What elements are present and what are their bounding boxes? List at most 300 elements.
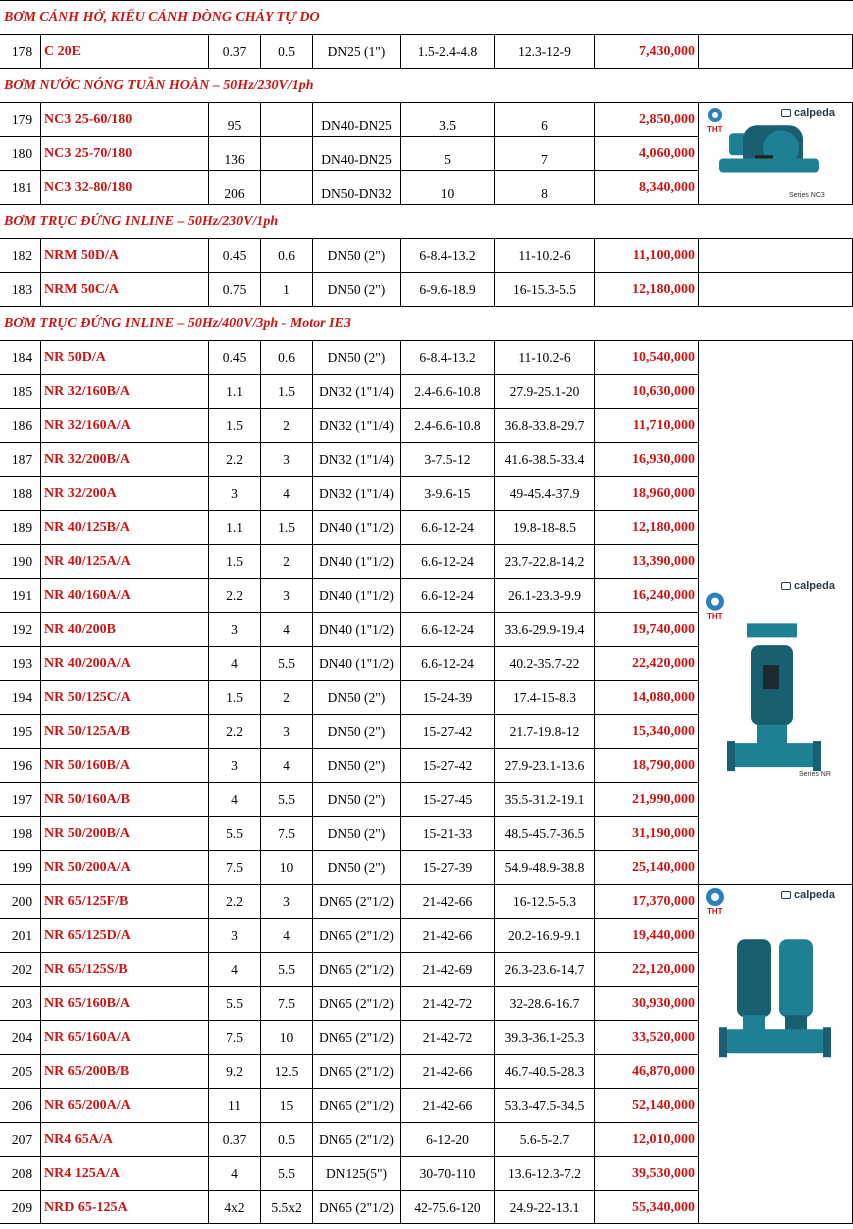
head-height: 12.3-12-9 [518,43,571,59]
head-height-cell [494,953,594,986]
power-kw-cell [208,681,260,714]
flow-rate: 6-8.4-13.2 [419,247,476,263]
row-number-cell [0,647,40,680]
model-name: NC3 25-70/180 [44,145,133,161]
power-hp-cell [260,341,312,374]
power-hp-cell [260,1055,312,1088]
table-bottom-border [0,1223,853,1224]
power-hp: 3 [283,893,290,909]
connection-size-cell [312,35,400,68]
row-number: 202 [11,961,33,977]
model-name-cell [40,885,208,918]
model-name: NR 32/200B/A [44,451,130,467]
model-name-cell [40,681,208,714]
price: 10,630,000 [632,383,695,399]
power-kw-cell [208,375,260,408]
price-cell [594,953,698,986]
connection-size: DN32 (1"1/4) [319,383,394,399]
connection-size-cell [312,749,400,782]
head-height: 46.7-40.5-28.3 [504,1063,585,1079]
price-cell [594,919,698,952]
connection-size: DN40 (1"1/2) [319,655,394,671]
power-kw-cell [208,545,260,578]
head-height-cell [494,1157,594,1190]
flow-rate-cell [400,443,494,476]
head-height-cell [494,681,594,714]
power-hp-cell [260,375,312,408]
flow-rate-cell [400,1157,494,1190]
power-hp: 5.5 [278,655,295,671]
power-hp-cell [260,477,312,510]
connection-size: DN40 (1"1/2) [319,621,394,637]
power-kw: 95 [227,118,242,133]
connection-size-cell [312,919,400,952]
connection-size: DN40-DN25 [321,118,392,133]
flow-rate-cell [400,1055,494,1088]
row-number-cell [0,749,40,782]
flow-rate-cell [400,35,494,68]
power-hp-cell [260,817,312,850]
section-header [0,204,853,238]
flow-rate: 21-42-69 [422,961,473,977]
flow-rate: 2.4-6.6-10.8 [414,417,481,433]
flow-rate-cell [400,137,494,170]
power-hp: 5.5x2 [271,1199,302,1215]
head-height: 32-28.6-16.7 [509,995,580,1011]
power-hp-cell [260,783,312,816]
row-number-cell [0,1157,40,1190]
row-number-cell [0,953,40,986]
row-number-cell [0,1089,40,1122]
power-hp-cell [260,1021,312,1054]
model-name: NR4 65A/A [44,1131,113,1147]
power-hp-cell [260,137,312,170]
power-kw-cell [208,749,260,782]
price-cell [594,511,698,544]
head-height: 11-10.2-6 [518,349,571,365]
row-number: 185 [11,383,33,399]
series-label: Series NR [799,771,831,779]
power-hp: 5.5 [278,791,295,807]
flow-rate: 15-21-33 [422,825,473,841]
flow-rate-cell [400,341,494,374]
head-height: 16-12.5-5.3 [513,893,576,909]
power-hp: 3 [283,723,290,739]
row-number-cell [0,987,40,1020]
row-number-cell [0,375,40,408]
price: 52,140,000 [632,1097,695,1113]
connection-size: DN50 (2") [327,791,386,807]
power-hp: 1.5 [278,383,295,399]
model-name: NR 32/160B/A [44,383,130,399]
model-name-cell [40,579,208,612]
price-cell [594,1055,698,1088]
row-number: 207 [11,1131,33,1147]
flow-rate: 6.6-12-24 [421,519,474,535]
model-name: NRD 65-125A [44,1199,128,1215]
head-height-cell [494,375,594,408]
price-cell [594,987,698,1020]
model-name-cell [40,477,208,510]
head-height: 26.3-23.6-14.7 [504,961,585,977]
power-kw: 4 [231,655,238,671]
tht-logo: THT [707,907,723,916]
model-name-cell [40,749,208,782]
connection-size: DN65 (2"1/2) [319,1097,394,1113]
model-name-cell [40,1055,208,1088]
row-number: 188 [11,485,33,501]
model-name: NR 65/125S/B [44,961,128,977]
model-name-cell [40,103,208,136]
price: 16,240,000 [632,587,695,603]
head-height-cell [494,1123,594,1156]
power-kw: 3 [231,927,238,943]
model-name-cell [40,137,208,170]
table-row [0,34,853,68]
connection-size: DN50 (2") [327,689,386,705]
power-hp: 2 [283,689,290,705]
power-kw: 3 [231,757,238,773]
power-hp: 3 [283,587,290,603]
power-hp: 7.5 [278,995,295,1011]
model-name: NR 65/160B/A [44,995,130,1011]
price-cell [594,1021,698,1054]
power-kw: 0.37 [222,1131,247,1147]
price: 33,520,000 [632,1029,695,1045]
price: 12,180,000 [632,519,695,535]
connection-size: DN50 (2") [327,859,386,875]
section-title: BƠM TRỤC ĐỨNG INLINE – 50Hz/400V/3ph - Motor IE3 [4,315,351,331]
head-height: 7 [541,152,548,167]
connection-size-cell [312,273,400,306]
power-hp: 2 [283,553,290,569]
row-number: 200 [11,893,33,909]
flow-rate-cell [400,103,494,136]
head-height-cell [494,851,594,884]
row-number-cell [0,851,40,884]
row-number-cell [0,511,40,544]
flow-rate-cell [400,681,494,714]
row-number: 189 [11,519,33,535]
price-cell [594,1191,698,1224]
model-name-cell [40,409,208,442]
connection-size-cell [312,239,400,272]
head-height: 27.9-25.1-20 [509,383,580,399]
head-height: 6 [541,118,548,133]
flow-rate: 2.4-6.6-10.8 [414,383,481,399]
connection-size-cell [312,443,400,476]
row-number: 204 [11,1029,33,1045]
price: 18,960,000 [632,485,695,501]
connection-size: DN50 (2") [327,349,386,365]
flow-rate: 21-42-66 [422,1063,473,1079]
connection-size: DN50 (2") [327,825,386,841]
model-name-cell [40,953,208,986]
connection-size: DN65 (2"1/2) [319,927,394,943]
row-number: 195 [11,723,33,739]
row-number-cell [0,1123,40,1156]
price-cell [594,885,698,918]
flow-rate: 15-27-42 [422,723,473,739]
power-hp-cell [260,1157,312,1190]
flow-rate: 30-70-110 [419,1165,476,1181]
power-hp-cell [260,715,312,748]
power-kw-cell [208,1089,260,1122]
model-name-cell [40,511,208,544]
power-kw: 9.2 [226,1063,243,1079]
head-height: 35.5-31.2-19.1 [504,791,585,807]
power-kw-cell [208,103,260,136]
flow-rate: 3-7.5-12 [424,451,471,467]
price-cell [594,817,698,850]
model-name: NR4 125A/A [44,1165,120,1181]
flow-rate: 21-42-72 [422,995,473,1011]
price-cell [594,375,698,408]
head-height: 17.4-15-8.3 [513,689,576,705]
price: 31,190,000 [632,825,695,841]
flow-rate-cell [400,953,494,986]
calpeda-logo-icon [781,891,791,899]
model-name-cell [40,273,208,306]
power-hp-cell [260,35,312,68]
section-header [0,306,853,340]
power-hp: 4 [283,485,290,501]
power-hp-cell [260,579,312,612]
flow-rate: 15-27-39 [422,859,473,875]
row-number: 183 [11,281,33,297]
row-number-cell [0,137,40,170]
connection-size: DN25 (1") [327,43,386,59]
head-height-cell [494,443,594,476]
row-number-cell [0,613,40,646]
price-cell [594,783,698,816]
power-kw-cell [208,647,260,680]
price-cell [594,341,698,374]
calpeda-logo [781,889,835,901]
product-image [699,341,852,884]
row-number-cell [0,545,40,578]
flow-rate: 15-27-42 [422,757,473,773]
head-height-cell [494,987,594,1020]
price-cell [594,171,698,204]
head-height: 27.9-23.1-13.6 [504,757,585,773]
power-kw: 0.75 [222,281,247,297]
model-name-cell [40,171,208,204]
connection-size: DN65 (2"1/2) [319,961,394,977]
flow-rate: 1.5-2.4-4.8 [417,43,478,59]
head-height-cell [494,817,594,850]
calpeda-logo-icon [781,582,791,590]
power-hp-cell [260,1089,312,1122]
connection-size: DN50-DN32 [321,186,392,201]
model-name-cell [40,1021,208,1054]
power-kw-cell [208,953,260,986]
head-height-cell [494,1021,594,1054]
model-name: NR 50/125C/A [44,689,131,705]
price: 18,790,000 [632,757,695,773]
row-number: 208 [11,1165,33,1181]
flow-rate: 15-27-45 [422,791,473,807]
row-number: 199 [11,859,33,875]
price: 21,990,000 [632,791,695,807]
row-number-cell [0,171,40,204]
head-height: 8 [541,186,548,201]
head-height: 21.7-19.8-12 [509,723,580,739]
power-kw-cell [208,715,260,748]
row-number: 197 [11,791,33,807]
model-name: NC3 32-80/180 [44,179,133,195]
flow-rate-cell [400,919,494,952]
model-name-cell [40,613,208,646]
connection-size-cell [312,171,400,204]
power-kw-cell [208,851,260,884]
model-name-cell [40,1089,208,1122]
power-kw: 4 [231,791,238,807]
row-number: 201 [11,927,33,943]
head-height-cell [494,1191,594,1224]
row-number: 186 [11,417,33,433]
model-name: NR 40/160A/A [44,587,131,603]
power-kw-cell [208,137,260,170]
model-name-cell [40,1157,208,1190]
power-hp-cell [260,851,312,884]
flow-rate-cell [400,851,494,884]
power-hp-cell [260,103,312,136]
power-kw-cell [208,579,260,612]
head-height-cell [494,647,594,680]
head-height: 53.3-47.5-34.5 [504,1097,585,1113]
flow-rate-cell [400,783,494,816]
power-hp: 5.5 [278,961,295,977]
model-name: NR 65/160A/A [44,1029,131,1045]
power-hp-cell [260,681,312,714]
connection-size: DN40 (1"1/2) [319,553,394,569]
calpeda-logo [781,580,835,592]
tht-logo: THT [707,125,723,134]
price: 4,060,000 [639,145,695,161]
row-number-cell [0,579,40,612]
row-number-cell [0,919,40,952]
power-hp: 7.5 [278,825,295,841]
price-cell [594,749,698,782]
model-name: NR 40/200A/A [44,655,131,671]
flow-rate-cell [400,817,494,850]
connection-size-cell [312,783,400,816]
model-name-cell [40,1191,208,1224]
head-height: 16-15.3-5.5 [513,281,576,297]
connection-size: DN32 (1"1/4) [319,451,394,467]
price: 12,010,000 [632,1131,695,1147]
price: 39,530,000 [632,1165,695,1181]
product-image [699,103,852,204]
power-kw: 1.1 [226,383,243,399]
row-number: 179 [11,111,33,127]
price: 16,930,000 [632,451,695,467]
connection-size: DN50 (2") [327,281,386,297]
power-kw-cell [208,1123,260,1156]
power-kw: 4x2 [224,1199,245,1215]
power-kw-cell [208,239,260,272]
row-number-cell [0,477,40,510]
power-hp-cell [260,647,312,680]
price: 25,140,000 [632,859,695,875]
price-cell [594,103,698,136]
power-kw: 0.37 [222,43,247,59]
model-name: NR 50/125A/B [44,723,130,739]
connection-size-cell [312,681,400,714]
row-number: 194 [11,689,33,705]
row-number-cell [0,103,40,136]
series-label: Series NC3 [789,192,825,199]
power-kw: 2.2 [226,587,243,603]
model-name: NC3 25-60/180 [44,111,133,127]
power-kw: 2.2 [226,451,243,467]
power-kw: 2.2 [226,893,243,909]
connection-size-cell [312,103,400,136]
power-hp: 1 [283,281,290,297]
flow-rate-cell [400,1089,494,1122]
head-height: 49-45.4-37.9 [509,485,580,501]
price-cell [594,647,698,680]
power-kw: 0.45 [222,247,247,263]
twin-inline-pump-icon [699,885,852,1224]
head-height: 40.2-35.7-22 [509,655,580,671]
power-kw-cell [208,35,260,68]
power-kw: 1.5 [226,689,243,705]
connection-size-cell [312,987,400,1020]
row-number: 209 [11,1199,33,1215]
price-cell [594,613,698,646]
model-name: NR 40/125A/A [44,553,131,569]
model-name-cell [40,783,208,816]
row-number: 182 [11,247,33,263]
head-height-cell [494,103,594,136]
model-name: NR 65/200A/A [44,1097,131,1113]
head-height-cell [494,919,594,952]
section-title: BƠM CÁNH HỞ, KIỂU CÁNH DÒNG CHẢY TỰ DO [4,9,320,25]
row-number-cell [0,715,40,748]
head-height: 24.9-22-13.1 [509,1199,580,1215]
flow-rate-cell [400,579,494,612]
row-number: 180 [11,145,33,161]
flow-rate-cell [400,1123,494,1156]
row-number-cell [0,783,40,816]
flow-rate: 6-8.4-13.2 [419,349,476,365]
power-hp: 0.5 [278,1131,295,1147]
price: 17,370,000 [632,893,695,909]
flow-rate-cell [400,987,494,1020]
price: 8,340,000 [639,179,695,195]
row-number: 181 [11,179,33,195]
connection-size-cell [312,1055,400,1088]
price: 55,340,000 [632,1199,695,1215]
head-height: 39.3-36.1-25.3 [504,1029,585,1045]
flow-rate-cell [400,1021,494,1054]
flow-rate: 3.5 [439,118,456,133]
power-hp-cell [260,613,312,646]
flow-rate-cell [400,545,494,578]
connection-size-cell [312,817,400,850]
flow-rate: 10 [440,186,455,201]
image-cell [698,273,853,306]
model-name-cell [40,919,208,952]
flow-rate-cell [400,647,494,680]
power-hp: 10 [279,859,294,875]
power-kw-cell [208,613,260,646]
price: 19,740,000 [632,621,695,637]
model-name-cell [40,1123,208,1156]
connection-size-cell [312,409,400,442]
